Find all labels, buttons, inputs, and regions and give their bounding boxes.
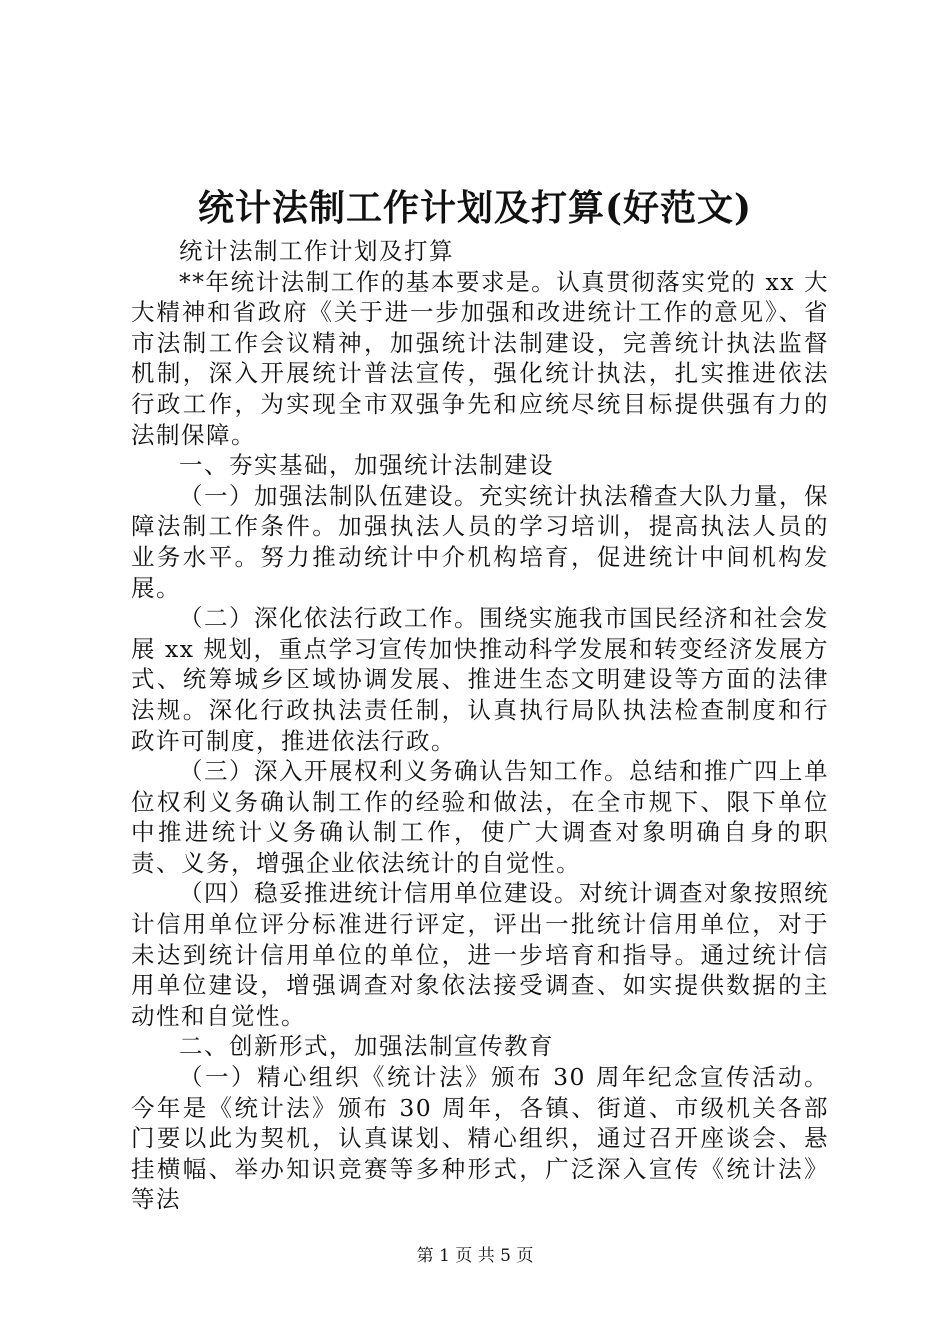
paragraph-1-2: （二）深化依法行政工作。围绕实施我市国民经济和社会发展 xx 规划，重点学习宣传加快推动科学发展和转变经济发展方式、统筹城乡区域协调发展、推进生态文明建设等方面的法律法规。深化行政执法责任制，认真执行局队执法检查制度和行政许可制度，推进依法行政。 <box>131 604 829 755</box>
paragraph-intro: **年统计法制工作的基本要求是。认真贯彻落实党的 xx 大大精神和省政府《关于进一步加强和改进统计工作的意见》、省市法制工作会议精神，加强统计法制建设，完善统计执法监督机制，深入开展统计普法宣传，强化统计执法，扎实推进依法行政工作，为实现全市双强争先和应统尽统目标提供强有力的法制保障。 <box>131 267 829 449</box>
paragraph-1-1: （一）加强法制队伍建设。充实统计执法稽查大队力量，保障法制工作条件。加强执法人员的学习培训，提高执法人员的业务水平。努力推动统计中介机构培育，促进统计中间机构发展。 <box>131 481 829 602</box>
section-heading-1: 一、夯实基础，加强统计法制建设 <box>179 451 554 480</box>
paragraph-1-4: （四）稳妥推进统计信用单位建设。对统计调查对象按照统计信用单位评分标准进行评定，评出一批统计信用单位，对于未达到统计信用单位的单位，进一步培育和指导。通过统计信用单位建设，增强调查对象依法接受调查、如实提供数据的主动性和自觉性。 <box>131 879 829 1030</box>
document-body <box>131 236 829 1215</box>
paragraph-2-1: （一）精心组织《统计法》颁布 30 周年纪念宣传活动。今年是《统计法》颁布 30 周年，各镇、街道、市级机关各部门要以此为契机，认真谋划、精心组织，通过召开座谈会、悬挂横幅、举办知识竞赛等多种形式，广泛深入宣传《统计法》等法 <box>131 1063 829 1214</box>
section-heading-2: 二、创新形式，加强法制宣传教育 <box>179 1032 554 1061</box>
paragraph-1-3: （三）深入开展权利义务确认告知工作。总结和推广四上单位权利义务确认制工作的经验和做法，在全市规下、限下单位中推进统计义务确认制工作，使广大调查对象明确自身的职责、义务，增强企业依法统计的自觉性。 <box>131 757 829 877</box>
page-footer: 第 1 页 共 5 页 <box>416 1246 534 1266</box>
document-title: 统计法制工作计划及打算(好范文) <box>197 187 753 229</box>
paragraph-subtitle: 统计法制工作计划及打算 <box>179 237 454 265</box>
